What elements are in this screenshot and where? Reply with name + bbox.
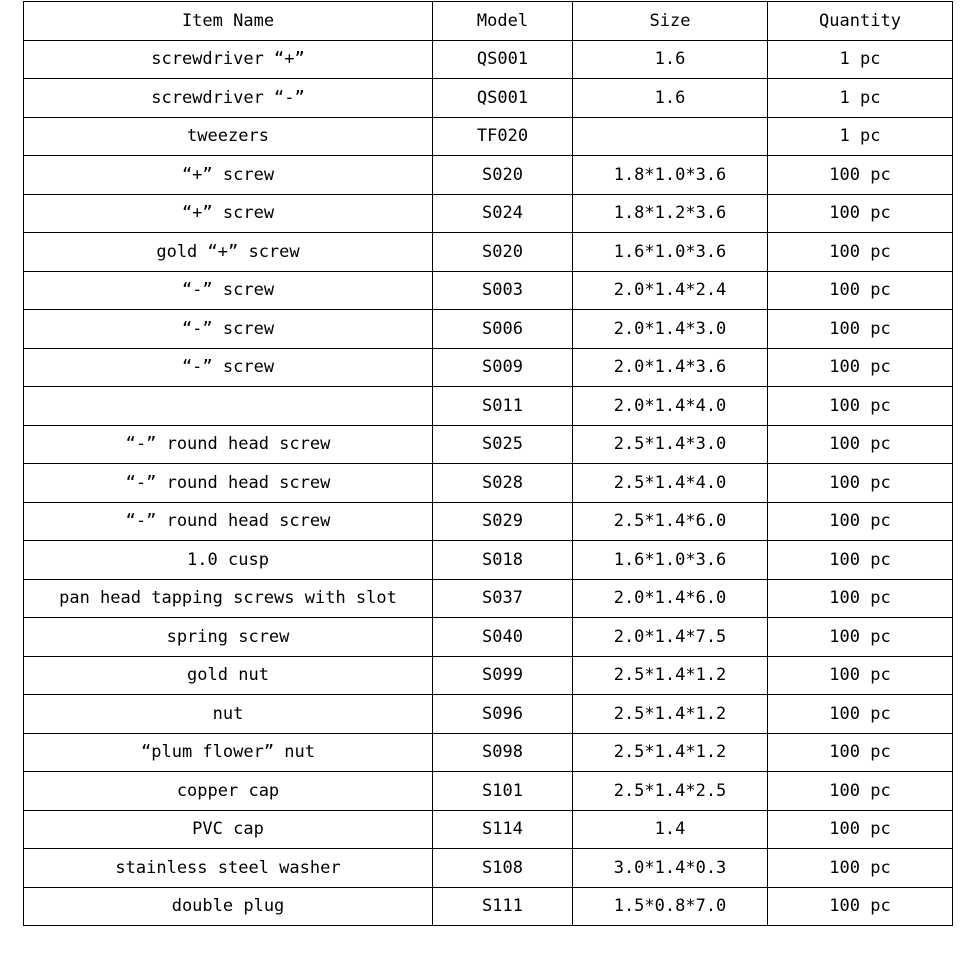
cell-size: 2.0*1.4*3.0 xyxy=(573,310,768,349)
cell-quantity: 100 pc xyxy=(768,887,953,926)
cell-item-name: nut xyxy=(24,695,433,734)
table-row xyxy=(24,425,953,464)
table-row xyxy=(24,579,953,618)
cell-size: 2.0*1.4*6.0 xyxy=(573,579,768,618)
table-row xyxy=(24,194,953,233)
table-row xyxy=(24,156,953,195)
cell-size: 2.0*1.4*7.5 xyxy=(573,618,768,657)
cell-item-name: “+” screw xyxy=(24,156,433,195)
table-row xyxy=(24,810,953,849)
cell-item-name: screwdriver “+” xyxy=(24,40,433,79)
cell-item-name: copper cap xyxy=(24,772,433,811)
table-row xyxy=(24,233,953,272)
cell-quantity: 100 pc xyxy=(768,464,953,503)
cell-item-name: gold “+” screw xyxy=(24,233,433,272)
cell-quantity: 100 pc xyxy=(768,733,953,772)
table-row xyxy=(24,541,953,580)
cell-model: S006 xyxy=(433,310,573,349)
cell-quantity: 100 pc xyxy=(768,656,953,695)
cell-size: 1.4 xyxy=(573,810,768,849)
cell-size: 1.6 xyxy=(573,79,768,118)
cell-item-name: stainless steel washer xyxy=(24,849,433,888)
cell-model: S020 xyxy=(433,156,573,195)
cell-model: QS001 xyxy=(433,40,573,79)
cell-item-name: 1.0 cusp xyxy=(24,541,433,580)
table-row xyxy=(24,733,953,772)
cell-quantity: 100 pc xyxy=(768,233,953,272)
cell-model: S099 xyxy=(433,656,573,695)
table-row xyxy=(24,618,953,657)
cell-size: 2.5*1.4*1.2 xyxy=(573,733,768,772)
cell-size: 1.6*1.0*3.6 xyxy=(573,541,768,580)
cell-model: S009 xyxy=(433,348,573,387)
cell-size: 1.8*1.0*3.6 xyxy=(573,156,768,195)
parts-table xyxy=(23,1,953,926)
cell-item-name: “-” round head screw xyxy=(24,502,433,541)
cell-item-name xyxy=(24,387,433,426)
cell-size: 2.0*1.4*2.4 xyxy=(573,271,768,310)
cell-model: S114 xyxy=(433,810,573,849)
table-row xyxy=(24,887,953,926)
cell-quantity: 100 pc xyxy=(768,156,953,195)
cell-quantity: 100 pc xyxy=(768,271,953,310)
cell-item-name: “-” round head screw xyxy=(24,464,433,503)
cell-quantity: 100 pc xyxy=(768,194,953,233)
table-header-row xyxy=(24,2,953,41)
cell-model: S024 xyxy=(433,194,573,233)
table-row xyxy=(24,40,953,79)
table-row xyxy=(24,849,953,888)
cell-quantity: 100 pc xyxy=(768,387,953,426)
cell-model: S101 xyxy=(433,772,573,811)
cell-quantity: 100 pc xyxy=(768,695,953,734)
table-row xyxy=(24,656,953,695)
cell-model: QS001 xyxy=(433,79,573,118)
cell-item-name: “-” screw xyxy=(24,271,433,310)
cell-quantity: 100 pc xyxy=(768,425,953,464)
cell-model: S020 xyxy=(433,233,573,272)
cell-model: S018 xyxy=(433,541,573,580)
table-row xyxy=(24,464,953,503)
cell-model: S037 xyxy=(433,579,573,618)
cell-model: TF020 xyxy=(433,117,573,156)
cell-item-name: spring screw xyxy=(24,618,433,657)
cell-size: 3.0*1.4*0.3 xyxy=(573,849,768,888)
cell-size: 1.5*0.8*7.0 xyxy=(573,887,768,926)
cell-size: 2.5*1.4*4.0 xyxy=(573,464,768,503)
cell-quantity: 100 pc xyxy=(768,849,953,888)
cell-size: 2.5*1.4*2.5 xyxy=(573,772,768,811)
cell-size: 2.0*1.4*4.0 xyxy=(573,387,768,426)
cell-quantity: 100 pc xyxy=(768,810,953,849)
cell-quantity: 100 pc xyxy=(768,541,953,580)
cell-quantity: 100 pc xyxy=(768,772,953,811)
header-model: Model xyxy=(433,2,573,41)
table-row xyxy=(24,772,953,811)
header-item-name: Item Name xyxy=(24,2,433,41)
cell-size: 1.6 xyxy=(573,40,768,79)
cell-size: 2.5*1.4*1.2 xyxy=(573,695,768,734)
table-row xyxy=(24,310,953,349)
cell-model: S040 xyxy=(433,618,573,657)
cell-quantity: 100 pc xyxy=(768,579,953,618)
cell-model: S108 xyxy=(433,849,573,888)
cell-size: 2.5*1.4*6.0 xyxy=(573,502,768,541)
table-row xyxy=(24,348,953,387)
cell-item-name: “-” screw xyxy=(24,348,433,387)
parts-list-sheet xyxy=(23,1,953,926)
table-row xyxy=(24,117,953,156)
cell-item-name: gold nut xyxy=(24,656,433,695)
cell-model: S096 xyxy=(433,695,573,734)
cell-quantity: 1 pc xyxy=(768,79,953,118)
cell-model: S025 xyxy=(433,425,573,464)
cell-quantity: 100 pc xyxy=(768,618,953,657)
cell-size: 1.8*1.2*3.6 xyxy=(573,194,768,233)
cell-model: S028 xyxy=(433,464,573,503)
cell-item-name: “-” round head screw xyxy=(24,425,433,464)
cell-item-name: “+” screw xyxy=(24,194,433,233)
cell-size: 2.5*1.4*3.0 xyxy=(573,425,768,464)
cell-item-name: pan head tapping screws with slot xyxy=(24,579,433,618)
cell-quantity: 1 pc xyxy=(768,117,953,156)
cell-model: S011 xyxy=(433,387,573,426)
table-row xyxy=(24,79,953,118)
cell-item-name: “plum flower” nut xyxy=(24,733,433,772)
cell-model: S003 xyxy=(433,271,573,310)
cell-item-name: double plug xyxy=(24,887,433,926)
table-row xyxy=(24,271,953,310)
cell-quantity: 100 pc xyxy=(768,502,953,541)
table-row xyxy=(24,695,953,734)
cell-size: 2.0*1.4*3.6 xyxy=(573,348,768,387)
header-quantity: Quantity xyxy=(768,2,953,41)
cell-size xyxy=(573,117,768,156)
cell-model: S029 xyxy=(433,502,573,541)
cell-quantity: 100 pc xyxy=(768,310,953,349)
cell-size: 1.6*1.0*3.6 xyxy=(573,233,768,272)
cell-model: S098 xyxy=(433,733,573,772)
table-row xyxy=(24,387,953,426)
table-row xyxy=(24,502,953,541)
cell-item-name: tweezers xyxy=(24,117,433,156)
cell-quantity: 1 pc xyxy=(768,40,953,79)
cell-item-name: PVC cap xyxy=(24,810,433,849)
table-body xyxy=(24,40,953,926)
cell-size: 2.5*1.4*1.2 xyxy=(573,656,768,695)
header-size: Size xyxy=(573,2,768,41)
cell-item-name: “-” screw xyxy=(24,310,433,349)
cell-quantity: 100 pc xyxy=(768,348,953,387)
cell-item-name: screwdriver “-” xyxy=(24,79,433,118)
cell-model: S111 xyxy=(433,887,573,926)
